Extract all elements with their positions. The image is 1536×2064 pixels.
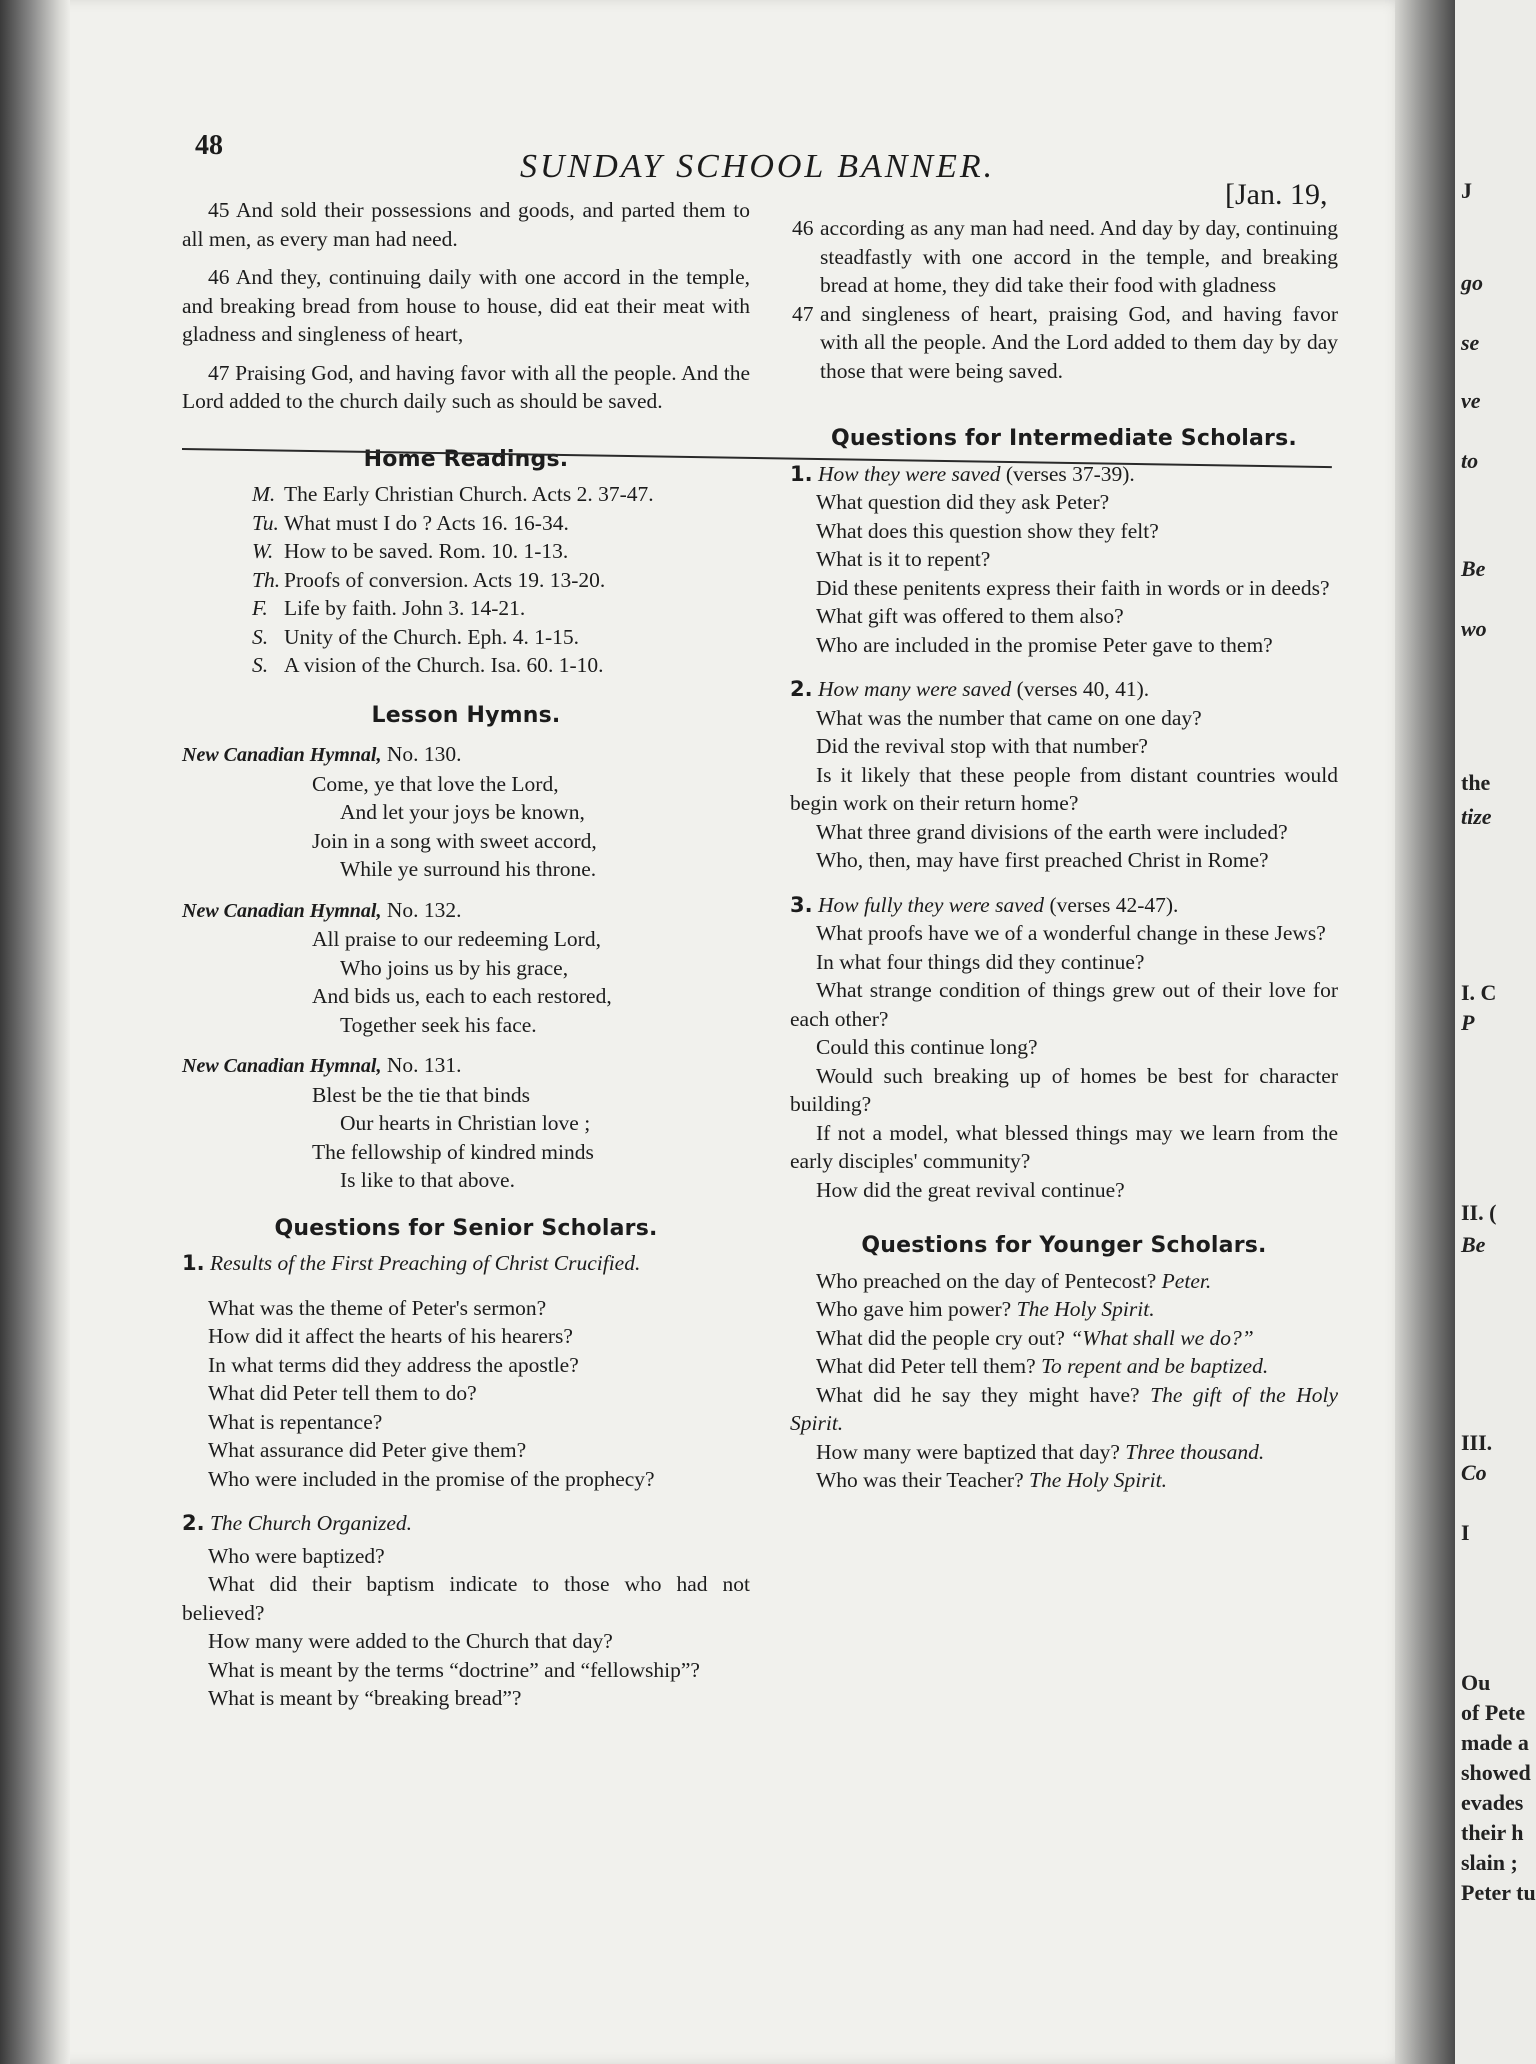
adjacent-text-fragment: se xyxy=(1461,330,1480,355)
question-answer xyxy=(790,1352,1338,1381)
question: Who was their Teacher? xyxy=(816,1468,1024,1492)
spacer xyxy=(182,884,750,896)
adjacent-text-fragment: slain ; xyxy=(1461,1850,1518,1875)
answer: Peter. xyxy=(1161,1268,1212,1293)
question: What did the people cry out? xyxy=(816,1325,1065,1350)
reading-item xyxy=(182,623,750,652)
adjacent-text-fragment: go xyxy=(1461,270,1483,295)
hymn-line: Who joins us by his grace, xyxy=(340,955,569,980)
reading-text: Life by faith. John 3. 14-21. xyxy=(284,596,526,620)
reading-day: S. xyxy=(252,653,269,677)
section-verses: (verses 42-47). xyxy=(1049,892,1179,917)
adjacent-text-fragment: Peter tu xyxy=(1461,1880,1536,1905)
question: How did it affect the hearts of his hearers? xyxy=(208,1324,573,1348)
question: What three grand divisions of the earth were included? xyxy=(816,819,1288,844)
lesson-hymns-list xyxy=(182,740,750,1195)
question: What did Peter tell them to do? xyxy=(208,1381,477,1405)
adjacent-text-fragment: III. xyxy=(1461,1430,1493,1455)
hymn-line: While ye surround his throne. xyxy=(340,857,597,881)
senior-heading: Questions for Senior Scholars. xyxy=(274,1215,658,1241)
hymnal-name: New Canadian Hymnal, xyxy=(182,744,382,766)
scripture-verse: 46 And they, continuing daily with one accord in the temple, and breaking bread from house to house, did eat their meat with gladness and singleness of heart, xyxy=(182,265,750,346)
adjacent-text-fragment: II. ( xyxy=(1461,1200,1497,1225)
question: What proofs have we of a wonderful change in these Jews? xyxy=(816,921,1326,945)
section-number: 2. xyxy=(790,677,813,701)
section-title: How they were saved xyxy=(817,461,1001,486)
question: Could this continue long? xyxy=(816,1035,1038,1059)
adjacent-text-fragment: Ou xyxy=(1461,1670,1491,1695)
hymn-number: No. 131. xyxy=(386,1053,462,1077)
verse-text: according as any man had need. And day by day, continuing steadfastly with one accord in the temple, and breaking bread at home, they did take their food with gladness xyxy=(820,216,1338,297)
question-answer xyxy=(790,1267,1338,1296)
question: What is meant by the terms “doctrine” and “fellowship”? xyxy=(208,1657,700,1682)
reading-day: W. xyxy=(252,539,274,563)
intermediate-questions xyxy=(790,460,1338,1205)
reading-day: Th. xyxy=(252,567,281,592)
section-verses: (verses 40, 41). xyxy=(1016,677,1150,701)
hymn-number: No. 130. xyxy=(386,742,462,766)
reading-item xyxy=(182,480,750,509)
question-section-title xyxy=(790,460,1338,489)
adjacent-text-fragment: Co xyxy=(1461,1460,1487,1485)
reading-item xyxy=(182,594,750,623)
question: Who preached on the day of Pentecost? xyxy=(816,1268,1157,1293)
section-title: How many were saved xyxy=(817,677,1012,701)
verse-text: and singleness of heart, praising God, and having favor with all the people. And the Lord added to them day by day those that were being saved. xyxy=(820,301,1338,383)
question-answer xyxy=(790,1466,1338,1495)
reading-text: What must I do ? Acts 16. 16-34. xyxy=(284,510,569,535)
book-binding xyxy=(0,0,70,2064)
question-section-title xyxy=(182,1509,750,1538)
right-column xyxy=(790,214,1338,1495)
reading-text: Unity of the Church. Eph. 4. 1-15. xyxy=(284,624,579,649)
page-gutter xyxy=(1395,0,1455,2064)
hymn-source xyxy=(182,1051,750,1081)
adjacent-text-fragment: of Pete xyxy=(1461,1700,1526,1725)
answer: The Holy Spirit. xyxy=(1016,1297,1155,1321)
spacer xyxy=(182,1039,750,1051)
question: What did Peter tell them? xyxy=(816,1354,1036,1378)
hymn-number: No. 132. xyxy=(386,897,462,922)
scripture-verse xyxy=(790,300,1338,386)
hymn-line: And bids us, each to each restored, xyxy=(312,984,612,1008)
adjacent-text-fragment: the xyxy=(1461,770,1491,795)
question: Who were included in the promise of the prophecy? xyxy=(208,1466,655,1491)
question: Who were baptized? xyxy=(208,1543,385,1568)
hymn-line: Blest be the tie that binds xyxy=(312,1082,530,1107)
running-title: SUNDAY SCHOOL BANNER. xyxy=(520,148,996,185)
section-title: Results of the First Preaching of Christ Crucified. xyxy=(209,1251,641,1275)
home-readings-heading: Home Readings. xyxy=(363,446,569,472)
left-column xyxy=(182,196,750,1713)
reading-item xyxy=(182,509,750,538)
scripture-verse: 45 And sold their possessions and goods, and parted them to all men, as every man had need. xyxy=(182,198,750,251)
section-verses: (verses 37-39). xyxy=(1005,461,1135,486)
question-answer xyxy=(790,1381,1338,1438)
hymn-line: Is like to that above. xyxy=(340,1168,515,1192)
spacer xyxy=(790,659,1338,675)
question-answer xyxy=(790,1438,1338,1467)
question: Would such breaking up of homes be best for character building? xyxy=(790,1063,1338,1116)
scripture-verse: 47 Praising God, and having favor with all the people. And the Lord added to the church daily such as should be saved. xyxy=(182,360,750,413)
question: What was the number that came on one day? xyxy=(816,705,1202,730)
reading-item xyxy=(182,537,750,566)
verse-number: 47 xyxy=(792,301,814,326)
answer: To repent and be baptized. xyxy=(1041,1354,1269,1378)
reading-item xyxy=(182,566,750,595)
spacer xyxy=(790,875,1338,891)
question: In what terms did they address the apostle? xyxy=(208,1352,579,1377)
scripture-verse xyxy=(790,214,1338,300)
section-title: How fully they were saved xyxy=(817,892,1045,917)
reading-text: How to be saved. Rom. 10. 1-13. xyxy=(284,539,569,563)
question: How did the great revival continue? xyxy=(816,1177,1125,1202)
adjacent-text-fragment: P xyxy=(1461,1010,1475,1035)
spacer xyxy=(182,1278,750,1294)
hymn-line: The fellowship of kindred minds xyxy=(312,1139,594,1164)
adjacent-text-fragment: evades xyxy=(1461,1790,1524,1815)
section-number: 1. xyxy=(790,461,813,486)
hymn-line: Our hearts in Christian love ; xyxy=(340,1111,591,1135)
question: What does this question show they felt? xyxy=(816,518,1159,543)
adjacent-text-fragment: showed xyxy=(1461,1760,1531,1785)
answer: The Holy Spirit. xyxy=(1029,1468,1167,1492)
hymn-line: And let your joys be known, xyxy=(340,800,585,824)
question: In what four things did they continue? xyxy=(816,949,1145,974)
hymnal-name: New Canadian Hymnal, xyxy=(182,1055,382,1077)
question-answer xyxy=(790,1324,1338,1353)
reading-text: A vision of the Church. Isa. 60. 1-10. xyxy=(284,653,604,677)
hymn-source xyxy=(182,740,750,770)
question: Who are included in the promise Peter gave to them? xyxy=(816,632,1273,657)
question: What was the theme of Peter's sermon? xyxy=(208,1295,547,1320)
question: Did these penitents express their faith in words or in deeds? xyxy=(816,575,1330,600)
question-section-title xyxy=(790,891,1338,920)
adjacent-text-fragment: I. C xyxy=(1461,980,1497,1005)
hymn-line: Join in a song with sweet accord, xyxy=(312,828,597,853)
question: Is it likely that these people from distant countries would begin work on their return home? xyxy=(790,762,1338,815)
page-number: 48 xyxy=(195,130,223,161)
reading-item xyxy=(182,651,750,680)
hymn-line: Come, ye that love the Lord, xyxy=(312,771,559,796)
hymn-line: Together seek his face. xyxy=(340,1012,537,1037)
reading-day: M. xyxy=(252,482,276,506)
adjacent-text-fragment: ve xyxy=(1461,388,1481,413)
question: Who, then, may have first preached Christ in Rome? xyxy=(816,848,1269,872)
hymn-line: All praise to our redeeming Lord, xyxy=(312,927,601,951)
adjacent-text-fragment: made a xyxy=(1461,1730,1529,1755)
question: How many were added to the Church that day? xyxy=(208,1629,613,1653)
question: Did the revival stop with that number? xyxy=(816,734,1148,758)
younger-heading: Questions for Younger Scholars. xyxy=(861,1233,1267,1258)
question: What question did they ask Peter? xyxy=(816,490,1110,514)
question: What assurance did Peter give them? xyxy=(208,1438,527,1462)
senior-questions xyxy=(182,1249,750,1713)
adjacent-text-fragment: I xyxy=(1461,1520,1470,1545)
hymnal-name: New Canadian Hymnal, xyxy=(182,899,382,922)
question: What strange condition of things grew out of their love for each other? xyxy=(790,978,1338,1031)
issue-date: [Jan. 19, xyxy=(1225,178,1328,211)
question: What is it to repent? xyxy=(816,547,991,571)
hymn-source xyxy=(182,896,750,926)
question: What did he say they might have? xyxy=(816,1382,1140,1407)
question: If not a model, what blessed things may we learn from the early disciples' community? xyxy=(790,1120,1338,1173)
adjacent-text-fragment: wo xyxy=(1461,616,1487,641)
spacer xyxy=(182,1493,750,1509)
question-section-title xyxy=(790,675,1338,704)
question: What is meant by “breaking bread”? xyxy=(208,1686,522,1710)
verse-number: 46 xyxy=(792,216,814,240)
adjacent-text-fragment: to xyxy=(1461,448,1479,473)
reading-day: F. xyxy=(252,596,268,620)
answer: The gift of the Holy Spirit. xyxy=(790,1382,1339,1435)
question: What is repentance? xyxy=(208,1409,383,1434)
reading-day: S. xyxy=(252,624,269,649)
question: What did their baptism indicate to those who had not believed? xyxy=(182,1572,750,1625)
reading-text: The Early Christian Church. Acts 2. 37-47. xyxy=(284,482,654,506)
question: How many were baptized that day? xyxy=(816,1439,1120,1464)
section-title: The Church Organized. xyxy=(209,1511,413,1535)
lesson-hymns-heading: Lesson Hymns. xyxy=(371,702,561,728)
adjacent-text-fragment: Be xyxy=(1461,1232,1486,1257)
home-readings-list xyxy=(182,480,750,680)
question-section-title xyxy=(182,1249,750,1278)
adjacent-text-fragment: their h xyxy=(1461,1820,1524,1845)
reading-day: Tu. xyxy=(252,510,279,535)
adjacent-text-fragment: Be xyxy=(1461,556,1486,581)
answer: “What shall we do?” xyxy=(1070,1325,1254,1350)
question-answer xyxy=(790,1295,1338,1324)
reading-text: Proofs of conversion. Acts 19. 13-20. xyxy=(284,567,606,592)
section-number: 2. xyxy=(182,1511,205,1535)
question: What gift was offered to them also? xyxy=(816,604,1124,628)
section-number: 3. xyxy=(790,892,813,917)
adjacent-text-fragment: J xyxy=(1461,178,1472,203)
younger-questions xyxy=(790,1267,1338,1495)
intermediate-heading: Questions for Intermediate Scholars. xyxy=(831,426,1297,451)
section-number: 1. xyxy=(182,1251,205,1275)
adjacent-text-fragment: tize xyxy=(1461,804,1492,829)
adjacent-page-edge xyxy=(1455,0,1536,2064)
answer: Three thousand. xyxy=(1125,1439,1265,1464)
question: Who gave him power? xyxy=(816,1297,1012,1321)
